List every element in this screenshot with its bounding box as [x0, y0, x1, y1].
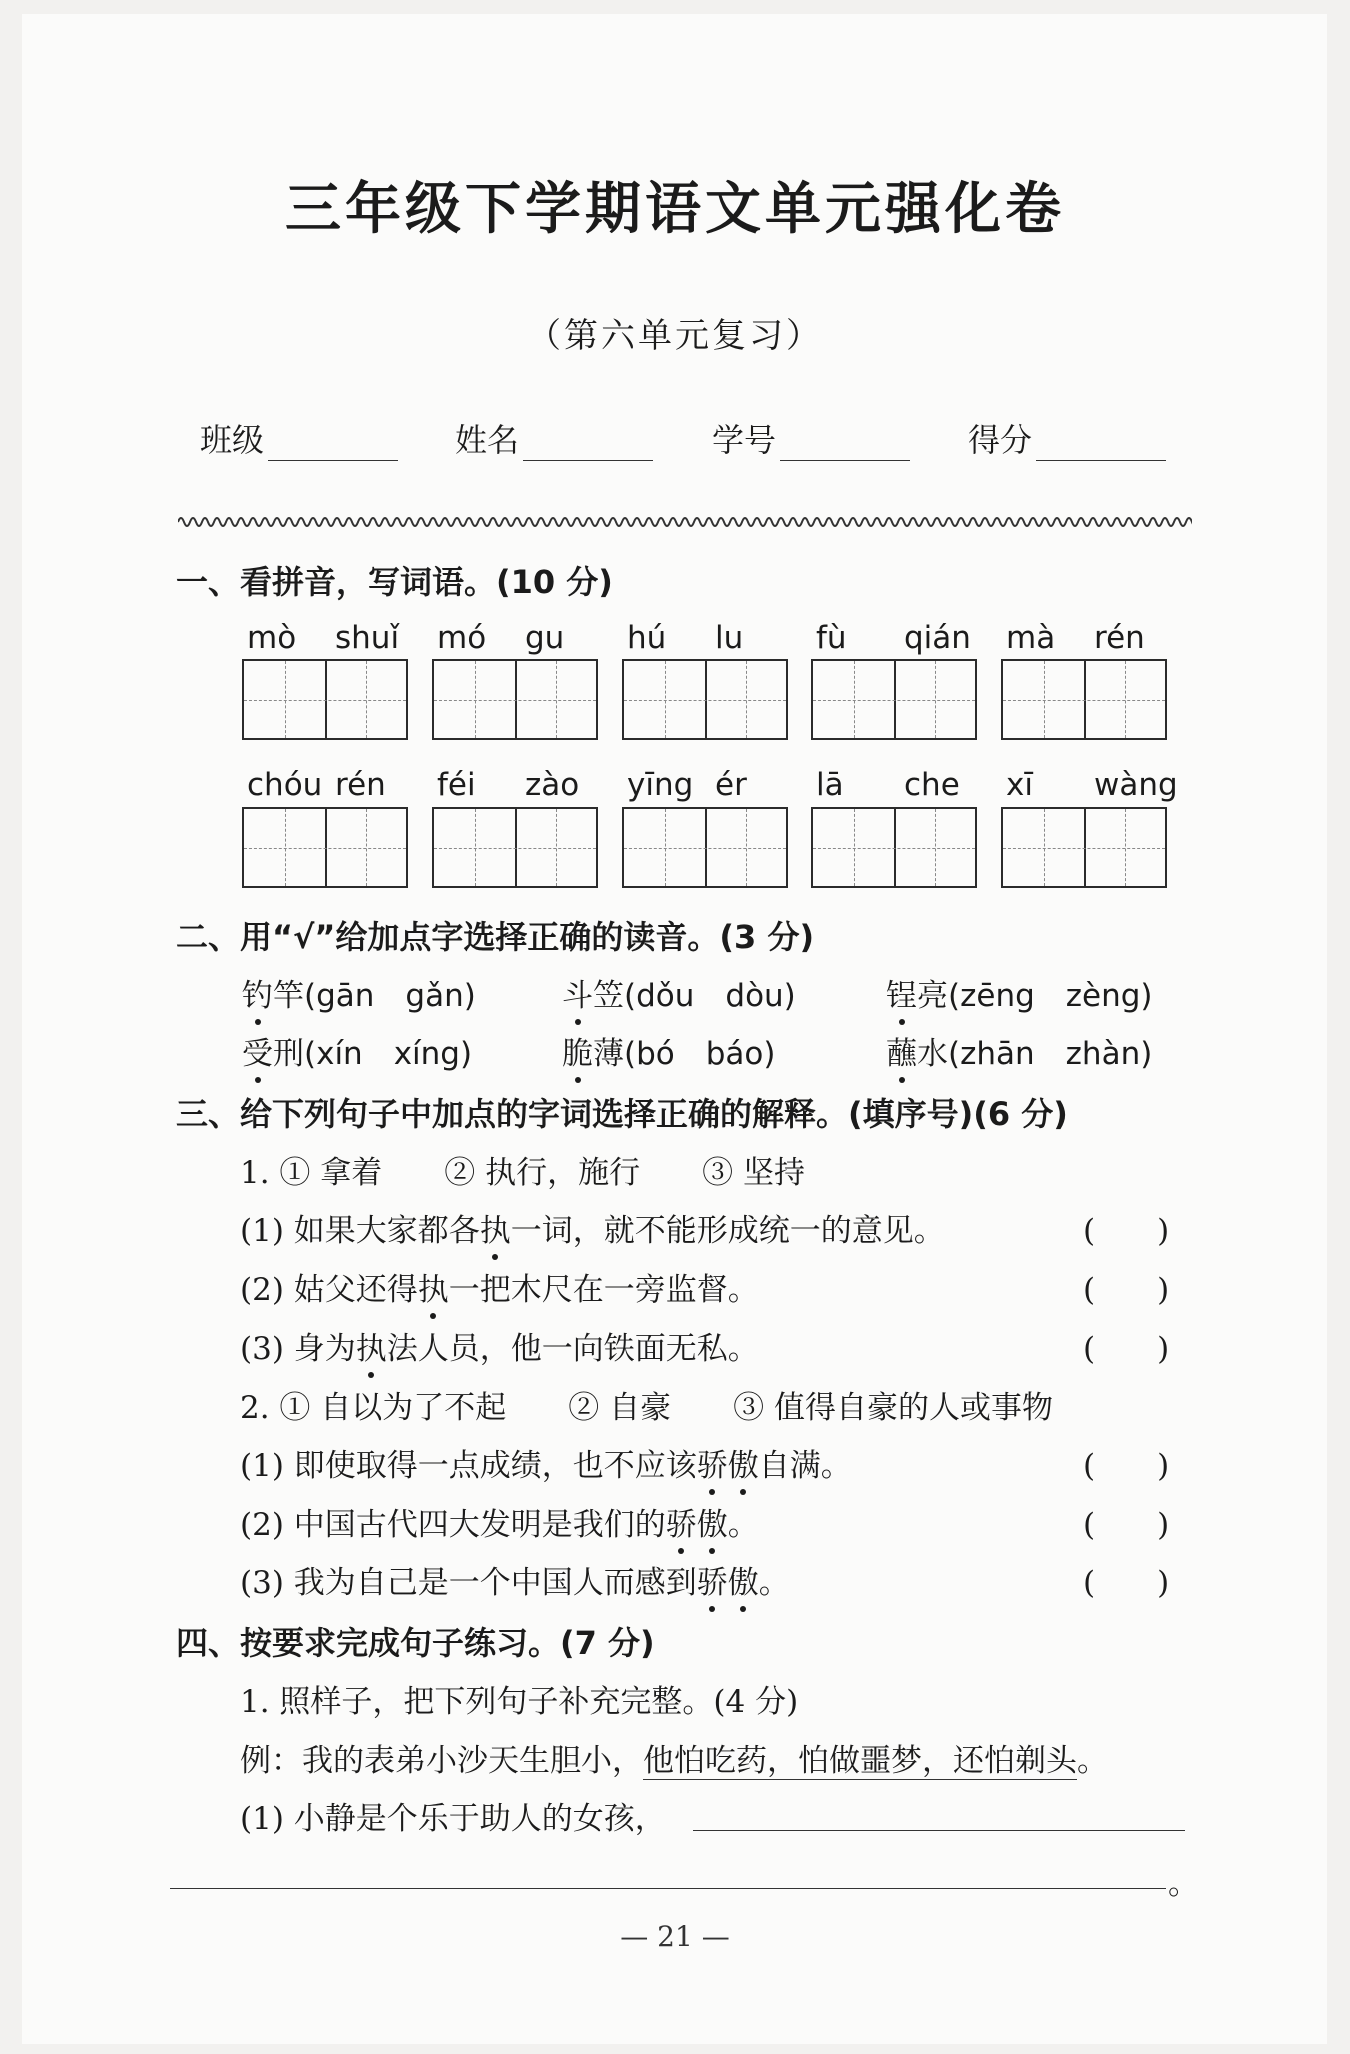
char: 刑: [273, 1036, 304, 1072]
pinyin-syllable-2: zào: [525, 767, 580, 803]
writing-box[interactable]: [432, 659, 598, 740]
sentence-prefix: (3) 身为: [240, 1331, 356, 1367]
sentence-prefix: (3) 我为自己是一个中国人而感到: [240, 1565, 697, 1601]
sentence-suffix: 。: [727, 1507, 759, 1543]
class-label: 班级: [200, 421, 265, 459]
section1-heading: 一、看拼音，写词语。(10 分): [176, 563, 613, 601]
guide-line: [813, 700, 975, 701]
pinyin-syllable-1: fù: [816, 620, 847, 656]
pinyin-syllable-1: chóu: [247, 767, 323, 803]
sentence-prefix: (2) 姑父还得: [240, 1272, 418, 1308]
sentence-suffix: 。: [758, 1565, 790, 1601]
score-label: 得分: [968, 421, 1033, 459]
pronunciation-item: [242, 1028, 472, 1073]
dotted-char: 执: [480, 1205, 511, 1250]
section2-heading: 二、用“√”给加点字选择正确的读音。(3 分): [176, 918, 815, 956]
pinyin-syllable-2: wàng: [1094, 767, 1178, 803]
pinyin-choices[interactable]: (zēng zèng): [948, 978, 1153, 1014]
example-prefix: 例：我的表弟小沙天生胆小，: [240, 1743, 643, 1779]
char: 笠: [593, 978, 624, 1014]
pinyin-syllable-2: shuǐ: [335, 620, 400, 656]
sentence-item: [240, 1205, 945, 1250]
pinyin-syllable-2: gu: [525, 620, 565, 656]
guide-line: [813, 848, 975, 849]
page-title: 三年级下学期语文单元强化卷: [285, 177, 1065, 242]
writing-box[interactable]: [622, 659, 788, 740]
pronunciation-item: [886, 1028, 1152, 1073]
sentence-item: [240, 1499, 759, 1544]
score-field[interactable]: [968, 415, 1166, 461]
section4-heading: 四、按要求完成句子练习。(7 分): [176, 1624, 655, 1662]
sentence-prefix: (2) 中国古代四大发明是我们的: [240, 1507, 666, 1543]
section3-heading: 三、给下列句子中加点的字词选择正确的解释。(填序号)(6 分): [176, 1095, 1068, 1133]
dotted-char: 骄: [666, 1499, 697, 1544]
dotted-char: 钓: [242, 970, 273, 1015]
class-field[interactable]: [200, 415, 398, 461]
writing-box[interactable]: [811, 659, 977, 740]
sentence-prefix: (1) 如果大家都各: [240, 1213, 480, 1249]
pinyin-syllable-1: hú: [627, 620, 667, 656]
pinyin-syllable-1: féi: [437, 767, 476, 803]
char: 薄: [593, 1036, 624, 1072]
guide-line: [624, 848, 786, 849]
dotted-char: 骄: [697, 1440, 728, 1485]
dotted-char: 傲: [697, 1499, 728, 1544]
writing-box[interactable]: [622, 807, 788, 888]
dotted-char: 蘸: [886, 1028, 917, 1073]
dotted-word: [356, 1331, 387, 1367]
guide-line: [1003, 700, 1165, 701]
writing-box[interactable]: [242, 807, 408, 888]
dotted-word: [480, 1213, 511, 1249]
guide-line: [624, 700, 786, 701]
pronunciation-item: [562, 1028, 775, 1073]
sentence-suffix: 一把木尺在一旁监督。: [448, 1272, 759, 1308]
question-4-1-1: (1) 小静是个乐于助人的女孩，: [240, 1801, 666, 1837]
pronunciation-item: [242, 970, 476, 1015]
guide-line: [244, 848, 406, 849]
answer-parentheses[interactable]: ( ): [1083, 1272, 1170, 1308]
answer-parentheses[interactable]: ( ): [1083, 1213, 1170, 1249]
sentence-suffix: 法人员，他一向铁面无私。: [386, 1331, 759, 1367]
pinyin-syllable-1: mò: [247, 620, 297, 656]
writing-box[interactable]: [1001, 807, 1167, 888]
pinyin-syllable-2: ér: [715, 767, 747, 803]
pinyin-syllable-2: che: [904, 767, 960, 803]
dotted-char: 傲: [728, 1440, 759, 1485]
writing-box[interactable]: [811, 807, 977, 888]
pinyin-syllable-2: lu: [715, 620, 744, 656]
pinyin-syllable-1: lā: [816, 767, 844, 803]
answer-line-2[interactable]: [170, 1888, 1166, 1889]
dotted-char: 锃: [886, 970, 917, 1015]
pronunciation-item: [562, 970, 796, 1015]
pinyin-choices[interactable]: (xín xíng): [304, 1036, 473, 1072]
pinyin-syllable-1: xī: [1006, 767, 1033, 803]
pinyin-choices[interactable]: (dǒu dòu): [624, 978, 796, 1014]
dotted-word: [418, 1272, 449, 1308]
student-id-field[interactable]: [712, 415, 910, 461]
writing-box[interactable]: [1001, 659, 1167, 740]
guide-line: [434, 700, 596, 701]
dotted-word: [697, 1565, 759, 1601]
name-field[interactable]: [455, 415, 653, 461]
sentence-prefix: (1) 即使取得一点成绩，也不应该: [240, 1448, 697, 1484]
dotted-char: 傲: [728, 1557, 759, 1602]
wavy-divider: [178, 510, 1192, 534]
answer-parentheses[interactable]: ( ): [1083, 1507, 1170, 1543]
dotted-char: 斗: [562, 970, 593, 1015]
name-label: 姓名: [455, 421, 520, 459]
pinyin-syllable-1: mà: [1006, 620, 1056, 656]
dotted-char: 脆: [562, 1028, 593, 1073]
sentence-item: [240, 1440, 852, 1485]
dotted-word: [697, 1448, 759, 1484]
page-number: — 21 —: [620, 1920, 730, 1953]
guide-line: [1003, 848, 1165, 849]
answer-parentheses[interactable]: ( ): [1083, 1565, 1170, 1601]
pronunciation-item: [886, 970, 1153, 1015]
writing-box[interactable]: [242, 659, 408, 740]
student-id-label: 学号: [712, 421, 777, 459]
sentence-item: [240, 1264, 759, 1309]
pinyin-choices[interactable]: (gān gǎn): [304, 978, 476, 1014]
answer-parentheses[interactable]: ( ): [1083, 1331, 1170, 1367]
question-4-1: 1. 照样子，把下列句子补充完整。(4 分): [240, 1684, 799, 1720]
pinyin-choices[interactable]: (bó báo): [624, 1036, 776, 1072]
dotted-char: 受: [242, 1028, 273, 1073]
guide-line: [434, 848, 596, 849]
pinyin-syllable-1: yīng: [627, 767, 694, 803]
dotted-char: 执: [418, 1264, 449, 1309]
dotted-char: 执: [356, 1323, 387, 1368]
dotted-char: 骄: [697, 1557, 728, 1602]
sentence-suffix: 一词，就不能形成统一的意见。: [510, 1213, 945, 1249]
example-suffix: 。: [1077, 1743, 1108, 1779]
char: 水: [917, 1036, 948, 1072]
char: 亮: [917, 978, 948, 1014]
group1-options: 1. ① 拿着 ② 执行，施行 ③ 坚持: [240, 1155, 805, 1191]
sentence-item: [240, 1323, 759, 1368]
char: 竿: [273, 978, 304, 1014]
sentence-item: [240, 1557, 790, 1602]
example-sentence: [240, 1735, 1108, 1780]
sentence-suffix: 自满。: [758, 1448, 852, 1484]
pinyin-syllable-2: rén: [1094, 620, 1145, 656]
end-period: 。: [1168, 1866, 1199, 1902]
group2-options: 2. ① 自以为了不起 ② 自豪 ③ 值得自豪的人或事物: [240, 1390, 1053, 1426]
answer-line-1[interactable]: [693, 1830, 1185, 1831]
guide-line: [244, 700, 406, 701]
pinyin-syllable-1: mó: [437, 620, 487, 656]
pinyin-choices[interactable]: (zhān zhàn): [948, 1036, 1153, 1072]
dotted-word: [666, 1507, 728, 1543]
example-underlined: 他怕吃药，怕做噩梦，还怕剃头: [643, 1743, 1077, 1779]
pinyin-syllable-2: qián: [904, 620, 971, 656]
student-info-row: [200, 415, 1200, 465]
answer-parentheses[interactable]: ( ): [1083, 1448, 1170, 1484]
writing-box[interactable]: [432, 807, 598, 888]
pinyin-syllable-2: rén: [335, 767, 386, 803]
page-subtitle: （第六单元复习）: [527, 316, 823, 356]
